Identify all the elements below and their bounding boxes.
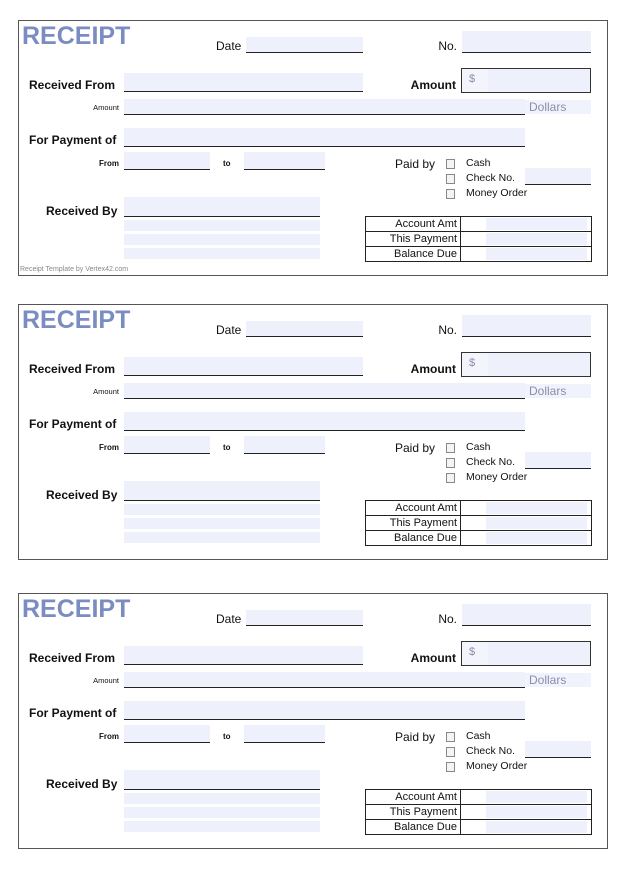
this-payment-label: This Payment: [366, 805, 461, 820]
check-option-label: Check No.: [466, 172, 516, 184]
receipt-number-label: No.: [438, 323, 457, 337]
this-payment-field[interactable]: [461, 516, 592, 531]
date-field[interactable]: [246, 321, 363, 337]
received-from-field[interactable]: [124, 646, 363, 665]
received-from-field[interactable]: [124, 73, 363, 92]
received-from-field[interactable]: [124, 357, 363, 376]
balance-due-field[interactable]: [461, 820, 592, 835]
for-payment-of-label: For Payment of: [29, 417, 117, 431]
received-from-label: Received From: [29, 362, 116, 376]
summary-row-this-payment: [366, 516, 592, 531]
amount-label: Amount: [410, 78, 456, 92]
check-checkbox[interactable]: [446, 747, 455, 757]
account-amt-field[interactable]: [461, 501, 592, 516]
money-order-checkbox[interactable]: [446, 762, 455, 772]
check-checkbox[interactable]: [446, 174, 455, 184]
received-by-line-2[interactable]: [124, 504, 320, 515]
summary-row-this-payment: [366, 805, 592, 820]
summary-row-balance-due: [366, 820, 592, 835]
receipt-form-1: [18, 20, 608, 276]
money-order-option-label: Money Order: [466, 760, 528, 772]
money-order-checkbox[interactable]: [446, 189, 455, 199]
from-date-field[interactable]: [124, 436, 210, 454]
summary-row-account-amt: [366, 501, 592, 516]
for-payment-of-label: For Payment of: [29, 706, 117, 720]
account-amt-field[interactable]: [461, 217, 592, 232]
for-payment-of-field[interactable]: [124, 412, 525, 431]
receipt-number-field[interactable]: [462, 315, 591, 337]
date-label: Date: [216, 323, 242, 337]
amount-field[interactable]: [461, 641, 591, 666]
account-amt-field[interactable]: [461, 790, 592, 805]
summary-row-account-amt: [366, 217, 592, 232]
received-by-field[interactable]: [124, 197, 320, 217]
check-checkbox[interactable]: [446, 458, 455, 468]
received-by-label: Received By: [46, 204, 118, 218]
summary-row-account-amt: [366, 790, 592, 805]
receipt-title: RECEIPT: [22, 22, 131, 50]
received-by-line-3[interactable]: [124, 234, 320, 245]
cash-option-label: Cash: [466, 730, 491, 742]
money-order-option-label: Money Order: [466, 471, 528, 483]
this-payment-field[interactable]: [461, 232, 592, 247]
template-credit: Receipt Template by Vertex42.com: [20, 266, 129, 273]
receipt-number-label: No.: [438, 39, 457, 53]
receipt-form-2: [18, 304, 608, 560]
amount-label: Amount: [410, 362, 456, 376]
dollars-label: Dollars: [525, 100, 591, 114]
received-by-line-2[interactable]: [124, 220, 320, 231]
receipt-number-label: No.: [438, 612, 457, 626]
receipt-number-field[interactable]: [462, 31, 591, 53]
received-from-label: Received From: [29, 78, 116, 92]
account-amt-label: Account Amt: [366, 217, 461, 232]
amount-in-words-label: Amount: [93, 387, 119, 396]
money-order-option-label: Money Order: [466, 187, 528, 199]
from-date-field[interactable]: [124, 152, 210, 170]
receipt-number-field[interactable]: [462, 604, 591, 626]
from-label: From: [99, 732, 119, 741]
received-by-field[interactable]: [124, 770, 320, 790]
balance-due-label: Balance Due: [366, 820, 461, 835]
for-payment-of-field[interactable]: [124, 701, 525, 720]
to-label: to: [223, 159, 231, 168]
received-by-field[interactable]: [124, 481, 320, 501]
paid-by-label: Paid by: [395, 157, 436, 171]
received-by-label: Received By: [46, 488, 118, 502]
money-order-checkbox[interactable]: [446, 473, 455, 483]
date-label: Date: [216, 39, 242, 53]
cash-checkbox[interactable]: [446, 443, 455, 453]
dollars-label: Dollars: [525, 384, 591, 398]
currency-symbol: $: [469, 73, 476, 85]
currency-symbol: $: [469, 357, 476, 369]
received-by-line-2[interactable]: [124, 793, 320, 804]
to-label: to: [223, 732, 231, 741]
amount-in-words-label: Amount: [93, 676, 119, 685]
received-by-label: Received By: [46, 777, 118, 791]
paid-by-label: Paid by: [395, 730, 436, 744]
amount-field[interactable]: [461, 68, 591, 93]
to-date-field[interactable]: [244, 436, 325, 454]
amount-in-words-label: Amount: [93, 103, 119, 112]
check-number-field[interactable]: [525, 741, 591, 758]
check-number-field[interactable]: [525, 168, 591, 185]
summary-row-this-payment: [366, 232, 592, 247]
received-by-line-4[interactable]: [124, 248, 320, 259]
check-number-field[interactable]: [525, 452, 591, 469]
received-by-line-4[interactable]: [124, 532, 320, 543]
amount-label: Amount: [410, 651, 456, 665]
balance-due-field[interactable]: [461, 531, 592, 546]
cash-option-label: Cash: [466, 441, 491, 453]
balance-due-label: Balance Due: [366, 531, 461, 546]
for-payment-of-field[interactable]: [124, 128, 525, 147]
this-payment-label: This Payment: [366, 232, 461, 247]
receipt-title: RECEIPT: [22, 306, 131, 334]
received-by-line-3[interactable]: [124, 807, 320, 818]
receipt-title: RECEIPT: [22, 595, 131, 623]
amount-in-words-field[interactable]: [124, 383, 525, 399]
paid-by-label: Paid by: [395, 441, 436, 455]
cash-option-label: Cash: [466, 157, 491, 169]
account-amt-label: Account Amt: [366, 790, 461, 805]
cash-checkbox[interactable]: [446, 159, 455, 169]
this-payment-label: This Payment: [366, 516, 461, 531]
to-date-field[interactable]: [244, 152, 325, 170]
summary-row-balance-due: [366, 247, 592, 262]
from-label: From: [99, 443, 119, 452]
balance-summary-table: [365, 500, 592, 546]
dollars-label: Dollars: [525, 673, 591, 687]
for-payment-of-label: For Payment of: [29, 133, 117, 147]
date-field[interactable]: [246, 37, 363, 53]
balance-due-field[interactable]: [461, 247, 592, 262]
from-label: From: [99, 159, 119, 168]
amount-in-words-field[interactable]: [124, 99, 525, 115]
this-payment-field[interactable]: [461, 805, 592, 820]
cash-checkbox[interactable]: [446, 732, 455, 742]
account-amt-label: Account Amt: [366, 501, 461, 516]
balance-due-label: Balance Due: [366, 247, 461, 262]
summary-row-balance-due: [366, 531, 592, 546]
amount-in-words-field[interactable]: [124, 672, 525, 688]
check-option-label: Check No.: [466, 456, 516, 468]
date-label: Date: [216, 612, 242, 626]
amount-field[interactable]: [461, 352, 591, 377]
to-label: to: [223, 443, 231, 452]
received-by-line-3[interactable]: [124, 518, 320, 529]
received-by-line-4[interactable]: [124, 821, 320, 832]
balance-summary-table: [365, 789, 592, 835]
from-date-field[interactable]: [124, 725, 210, 743]
currency-symbol: $: [469, 646, 476, 658]
received-from-label: Received From: [29, 651, 116, 665]
balance-summary-table: [365, 216, 592, 262]
date-field[interactable]: [246, 610, 363, 626]
to-date-field[interactable]: [244, 725, 325, 743]
receipt-form-3: [18, 593, 608, 849]
check-option-label: Check No.: [466, 745, 516, 757]
